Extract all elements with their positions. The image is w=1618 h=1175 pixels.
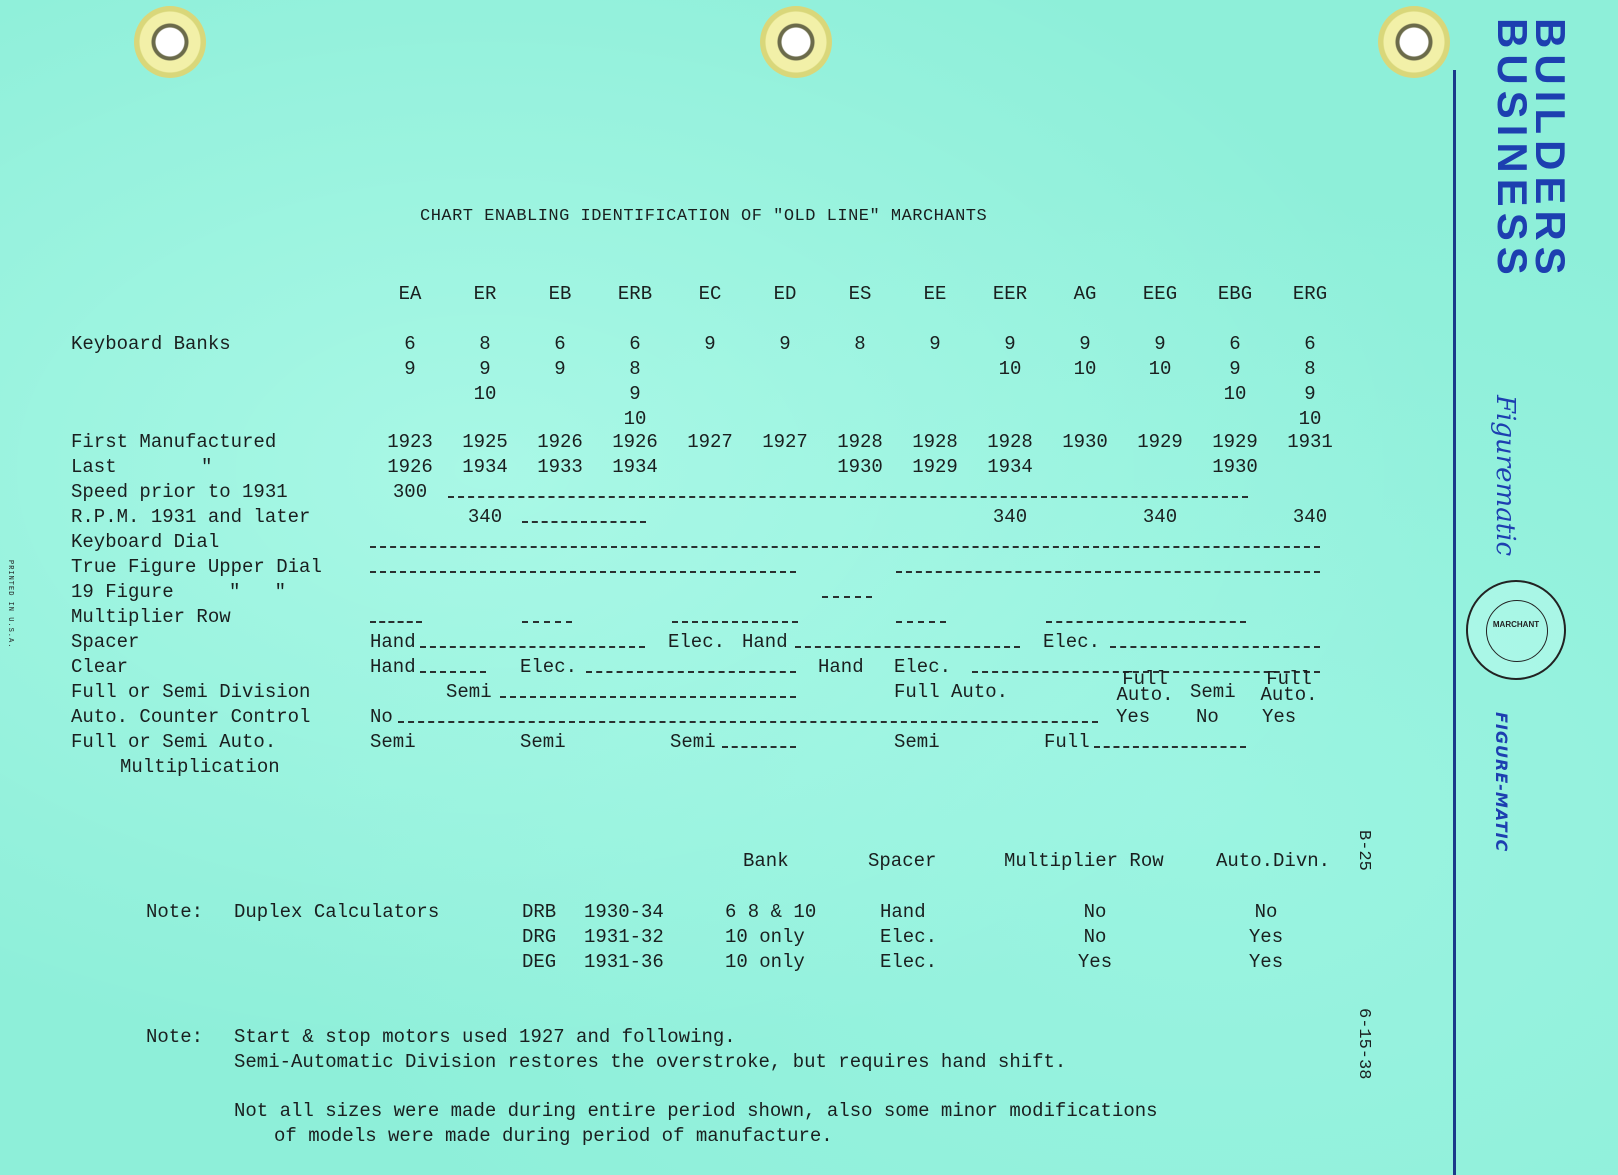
duplex-divn: Yes	[1248, 951, 1284, 973]
duplex-bank: 6 8 & 10	[725, 901, 817, 923]
label-nineteen-ditto: " "	[229, 581, 287, 603]
duplex-model: DRB	[522, 901, 557, 923]
seal-ring-icon	[1486, 600, 1548, 662]
keyboard-bank-eer: 10	[998, 358, 1022, 380]
label-true-figure: True Figure Upper Dial	[71, 556, 322, 578]
brand-script-figurematic: Figurematic	[1490, 395, 1520, 557]
chart-title: CHART ENABLING IDENTIFICATION OF "OLD LINE" MARCHANTS	[420, 207, 988, 226]
keyboard-bank-ebg: 9	[1229, 358, 1241, 380]
duplex-spacer: Hand	[880, 901, 926, 923]
duplex-header-spacer: Spacer	[868, 850, 937, 872]
duplex-years: 1930-34	[584, 901, 664, 923]
last-manufactured-ebg: 1930	[1212, 456, 1258, 478]
rpm-er: 340	[467, 506, 503, 528]
last-manufactured-ea: 1926	[387, 456, 433, 478]
last-manufactured-eer: 1934	[987, 456, 1033, 478]
duplex-header-autodivn: Auto.Divn.	[1216, 850, 1331, 872]
first-manufactured-eb: 1926	[537, 431, 583, 453]
keyboard-bank-ed: 9	[779, 333, 791, 355]
brand-builders: BUILDERS	[1527, 18, 1574, 281]
duplex-note-label: Note:	[146, 901, 204, 923]
model-header-ea: EA	[398, 283, 422, 305]
seal-text: MARCHANT	[1492, 620, 1540, 629]
model-header-erg: ERG	[1292, 283, 1328, 305]
keyboard-bank-erb: 10	[623, 408, 647, 430]
clear-dash-1	[420, 671, 486, 673]
first-manufactured-ee: 1928	[912, 431, 958, 453]
duplex-spacer: Elec.	[880, 926, 938, 948]
first-manufactured-eer: 1928	[987, 431, 1033, 453]
keyboard-bank-er: 10	[473, 383, 497, 405]
model-header-es: ES	[848, 283, 872, 305]
first-manufactured-ec: 1927	[687, 431, 733, 453]
cell-counter-ebg: No	[1196, 706, 1219, 728]
first-manufactured-ebg: 1929	[1212, 431, 1258, 453]
label-multiplier-row: Multiplier Row	[71, 606, 231, 628]
keyboard-bank-ea: 9	[404, 358, 416, 380]
speed-dash	[448, 496, 1248, 498]
model-header-ee: EE	[923, 283, 947, 305]
mult-dash-3	[672, 621, 798, 623]
side-date: 6-15-38	[1354, 1008, 1373, 1080]
mult-dash-1	[370, 621, 422, 623]
label-clear: Clear	[71, 656, 129, 678]
marchant-seal-icon	[1466, 580, 1566, 680]
keyboard-bank-es: 8	[854, 333, 866, 355]
side-code: B-25	[1354, 830, 1373, 871]
label-last: Last	[71, 456, 117, 478]
brand-figure-matic: FIGURE-MATIC	[1492, 712, 1511, 853]
cell-clear-hand-1: Hand	[370, 656, 416, 678]
rpm-erg: 340	[1292, 506, 1328, 528]
counter-dash	[398, 721, 1098, 723]
keyboard-bank-erb: 6	[629, 333, 641, 355]
brand-divider	[1453, 70, 1456, 1175]
duplex-mult: Yes	[1077, 951, 1113, 973]
last-manufactured-ee: 1929	[912, 456, 958, 478]
model-header-ed: ED	[773, 283, 797, 305]
duplex-spacer: Elec.	[880, 951, 938, 973]
mult-dash-4	[896, 621, 946, 623]
label-keyboard-banks: Keyboard Banks	[71, 333, 231, 355]
note-line-2: Semi-Automatic Division restores the overstroke, but requires hand shift.	[234, 1051, 1067, 1073]
duplex-bank: 10 only	[725, 951, 805, 973]
notes-label: Note:	[146, 1026, 204, 1048]
cell-division-erg-1: Full	[1266, 668, 1312, 690]
duplex-header-multiplier: Multiplier Row	[1004, 850, 1164, 872]
keyboard-bank-ebg: 6	[1229, 333, 1241, 355]
cell-mult-semi-4: Semi	[894, 731, 940, 753]
clear-dash-2	[586, 671, 796, 673]
brand-business: BUSINESS	[1489, 18, 1536, 281]
label-spacer: Spacer	[71, 631, 140, 653]
first-manufactured-ea: 1923	[387, 431, 433, 453]
speed-ea: 300	[392, 481, 428, 503]
rpm-eeg: 340	[1142, 506, 1178, 528]
first-manufactured-ed: 1927	[762, 431, 808, 453]
spacer-dash-1	[420, 646, 645, 648]
note-line-3: Not all sizes were made during entire period shown, also some minor modifications	[234, 1100, 1158, 1122]
label-keyboard-dial: Keyboard Dial	[71, 531, 220, 553]
keyboard-bank-ebg: 10	[1223, 383, 1247, 405]
model-header-eer: EER	[992, 283, 1028, 305]
rpm-eer: 340	[992, 506, 1028, 528]
last-manufactured-erb: 1934	[612, 456, 658, 478]
last-manufactured-eb: 1933	[537, 456, 583, 478]
keyboard-bank-er: 9	[479, 358, 491, 380]
cell-spacer-hand-1: Hand	[370, 631, 416, 653]
first-manufactured-ag: 1930	[1062, 431, 1108, 453]
mult-dash-5	[1046, 621, 1246, 623]
true-figure-dash-2	[896, 571, 1320, 573]
keyboard-bank-ea: 6	[404, 333, 416, 355]
last-manufactured-es: 1930	[837, 456, 883, 478]
mult-full-dash	[1094, 746, 1246, 748]
punch-hole	[760, 6, 832, 78]
label-mult-1: Full or Semi Auto.	[71, 731, 277, 753]
duplex-years: 1931-32	[584, 926, 664, 948]
model-header-erb: ERB	[617, 283, 653, 305]
keyboard-bank-erg: 6	[1304, 333, 1316, 355]
keyboard-bank-eb: 6	[554, 333, 566, 355]
true-figure-dash-1	[370, 571, 796, 573]
keyboard-bank-erg: 9	[1304, 383, 1316, 405]
cell-mult-semi-2: Semi	[520, 731, 566, 753]
keyboard-bank-erg: 8	[1304, 358, 1316, 380]
keyboard-bank-eer: 9	[1004, 333, 1016, 355]
cell-division-ebg: Semi	[1190, 681, 1236, 703]
label-speed: Speed prior to 1931	[71, 481, 288, 503]
punch-hole	[134, 6, 206, 78]
keyboard-bank-ee: 9	[929, 333, 941, 355]
model-header-eb: EB	[548, 283, 572, 305]
keyboard-dial-dash	[370, 546, 1320, 548]
cell-mult-full: Full	[1044, 731, 1090, 753]
duplex-years: 1931-36	[584, 951, 664, 973]
keyboard-bank-eb: 9	[554, 358, 566, 380]
cell-division-semi: Semi	[446, 681, 492, 703]
nineteen-dash	[822, 596, 872, 598]
label-last-ditto: "	[201, 456, 213, 478]
duplex-model: DRG	[522, 926, 557, 948]
division-dash	[500, 696, 796, 698]
punch-hole	[1378, 6, 1450, 78]
cell-division-eeg-1: Full	[1122, 668, 1168, 690]
cell-counter-erg: Yes	[1262, 706, 1297, 728]
keyboard-bank-eeg: 10	[1148, 358, 1172, 380]
label-auto-counter: Auto. Counter Control	[71, 706, 311, 728]
keyboard-bank-eeg: 9	[1154, 333, 1166, 355]
cell-spacer-elec-1: Elec.	[668, 631, 726, 653]
spacer-dash-2	[795, 646, 1020, 648]
model-header-eeg: EEG	[1142, 283, 1178, 305]
duplex-divn: Yes	[1248, 926, 1284, 948]
model-header-ebg: EBG	[1217, 283, 1253, 305]
mult-dash-2	[522, 621, 572, 623]
label-division: Full or Semi Division	[71, 681, 311, 703]
cell-clear-hand-2: Hand	[818, 656, 864, 678]
label-mult-2: Multiplication	[120, 756, 280, 778]
label-nineteen-figure: 19 Figure	[71, 581, 174, 603]
cell-spacer-hand-2: Hand	[742, 631, 788, 653]
first-manufactured-erb: 1926	[612, 431, 658, 453]
label-first-manufactured: First Manufactured	[71, 431, 277, 453]
model-header-ag: AG	[1073, 283, 1097, 305]
duplex-mult: No	[1083, 901, 1107, 923]
cell-spacer-elec-2: Elec.	[1043, 631, 1101, 653]
mult-semi-dash	[722, 746, 796, 748]
cell-counter-no: No	[370, 706, 393, 728]
cell-division-erg-2: Auto.	[1260, 684, 1318, 706]
label-rpm: R.P.M. 1931 and later	[71, 506, 311, 528]
keyboard-bank-erb: 8	[629, 358, 641, 380]
cell-mult-semi-1: Semi	[370, 731, 416, 753]
spacer-dash-3	[1110, 646, 1320, 648]
note-line-1: Start & stop motors used 1927 and following.	[234, 1026, 736, 1048]
cell-division-eeg-2: Auto.	[1116, 684, 1174, 706]
first-manufactured-erg: 1931	[1287, 431, 1333, 453]
first-manufactured-er: 1925	[462, 431, 508, 453]
model-header-ec: EC	[698, 283, 722, 305]
duplex-divn: No	[1254, 901, 1278, 923]
cell-clear-elec-1: Elec.	[520, 656, 578, 678]
duplex-header-bank: Bank	[743, 850, 789, 872]
cell-mult-semi-3: Semi	[670, 731, 716, 753]
model-header-er: ER	[473, 283, 497, 305]
printed-in-usa: PRINTED IN U.S.A.	[6, 560, 14, 649]
keyboard-bank-ag: 10	[1073, 358, 1097, 380]
keyboard-bank-erb: 9	[629, 383, 641, 405]
last-manufactured-er: 1934	[462, 456, 508, 478]
cell-clear-elec-2: Elec.	[894, 656, 952, 678]
keyboard-bank-ag: 9	[1079, 333, 1091, 355]
keyboard-bank-ec: 9	[704, 333, 716, 355]
duplex-label: Duplex Calculators	[234, 901, 440, 923]
first-manufactured-eeg: 1929	[1137, 431, 1183, 453]
rpm-dash	[522, 521, 646, 523]
first-manufactured-es: 1928	[837, 431, 883, 453]
duplex-bank: 10 only	[725, 926, 805, 948]
note-line-4: of models were made during period of manufacture.	[274, 1125, 833, 1147]
duplex-model: DEG	[522, 951, 557, 973]
duplex-mult: No	[1083, 926, 1107, 948]
cell-division-full-auto: Full Auto.	[894, 681, 1009, 703]
keyboard-bank-erg: 10	[1298, 408, 1322, 430]
keyboard-bank-er: 8	[479, 333, 491, 355]
cell-counter-eeg: Yes	[1116, 706, 1151, 728]
